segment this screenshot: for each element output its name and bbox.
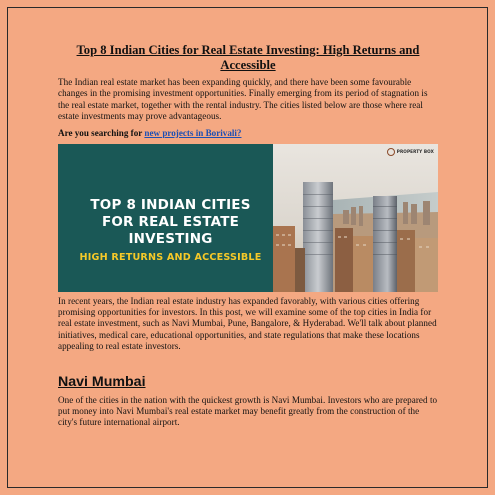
city-skyline-image bbox=[273, 144, 438, 292]
banner-line-1: TOP 8 INDIAN CITIES bbox=[90, 196, 251, 213]
section-heading: Navi Mumbai bbox=[58, 373, 146, 390]
brand-logo-icon bbox=[387, 148, 395, 156]
banner-headline bbox=[58, 197, 283, 265]
hero-banner bbox=[58, 144, 438, 292]
banner-line-2: FOR REAL ESTATE INVESTING bbox=[101, 213, 240, 247]
intro-paragraph: The Indian real estate market has been expanding quickly, and there have been some favourable changes in the promising investment opportunities. Finally emerging from its period of stagnation is the real estate market, together with the rental industry. The cities listed below are those where real estate investments may prove advantageous. bbox=[58, 77, 428, 122]
brand-logo-text: PROPERTY BOX bbox=[396, 149, 434, 155]
brand-logo bbox=[387, 148, 434, 156]
article-title: Top 8 Indian Cities for Real Estate Investing: High Returns and Accessible bbox=[76, 43, 420, 72]
borivali-projects-link[interactable]: new projects in Borivali? bbox=[144, 127, 242, 138]
body-paragraph: In recent years, the Indian real estate industry has expanded favorably, with various cities offering promising opportunities for investors. In this post, we will examine some of the top cities in India for real estate investment, such as Navi Mumbai, Pune, Bangalore, & Hyderabad. We'll talk about planned initiatives, medical care, educational opportunities, and state regulations that make these locations appealing to real estate investors. bbox=[58, 295, 437, 352]
search-prompt-text: Are you searching for bbox=[58, 127, 145, 138]
search-prompt bbox=[58, 128, 438, 139]
article bbox=[58, 43, 438, 429]
section-paragraph: One of the cities in the nation with the quickest growth is Navi Mumbai. Investors who are prepared to put money into Navi Mumbai's real estate market may benefit greatly from the construction of the city's future international airport. bbox=[58, 394, 438, 428]
banner-line-3: HIGH RETURNS AND ACCESSIBLE bbox=[79, 251, 262, 263]
